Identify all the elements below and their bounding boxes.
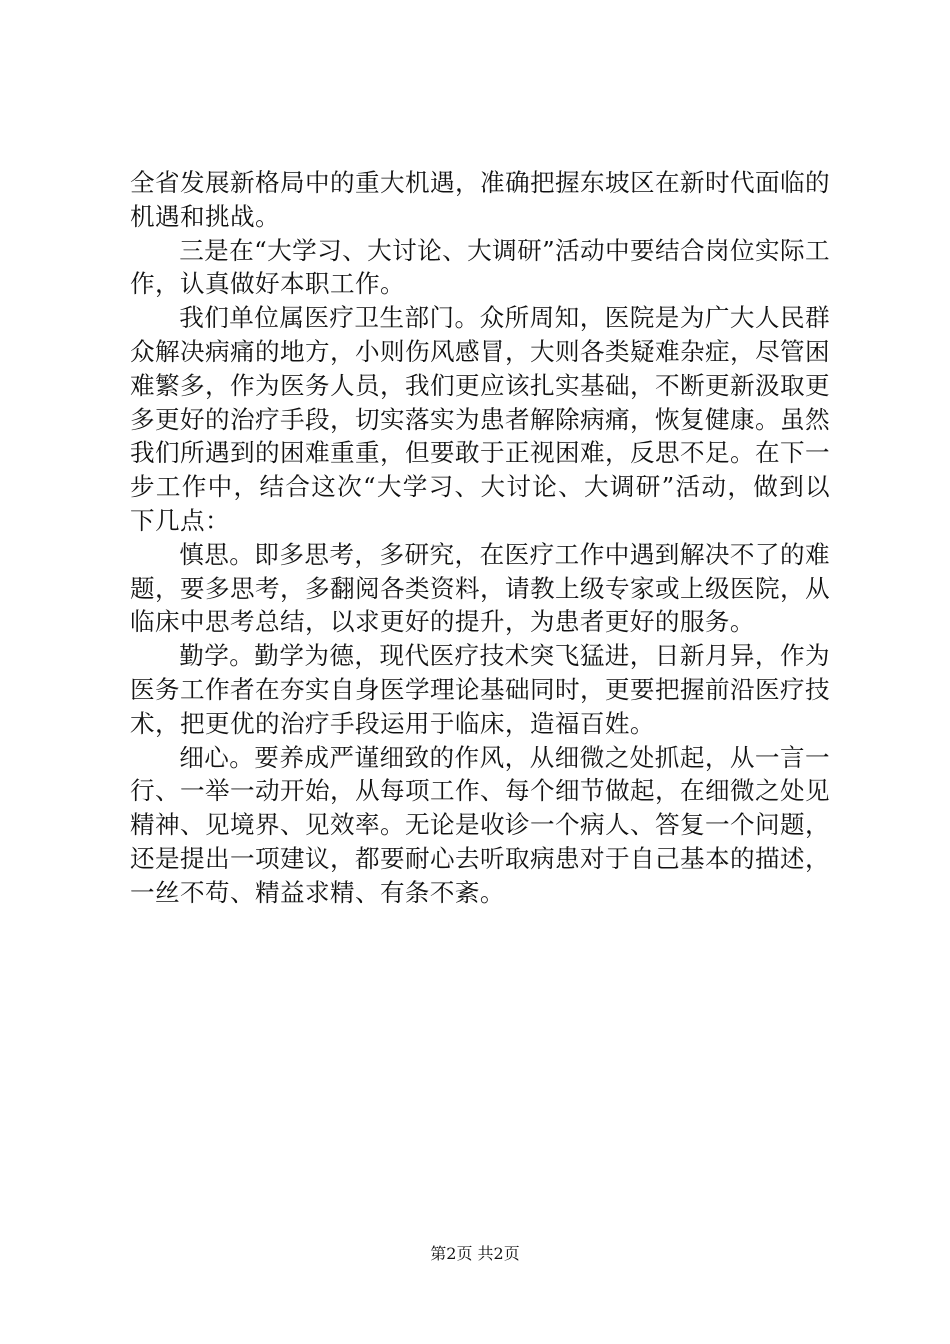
paragraph-attentiveness: 细心。要养成严谨细致的作风，从细微之处抓起，从一言一行、一举一动开始，从每项工作、每个细节做起，在细微之处见精神、见境界、见效率。无论是收诊一个病人、答复一个问题，还是提出一项建议，都要耐心去听取病患对于自己基本的描述，一丝不苟、精益求精、有条不紊。 [130, 742, 830, 907]
paragraph-continuation: 全省发展新格局中的重大机遇，准确把握东坡区在新时代面临的机遇和挑战。 [130, 168, 830, 231]
paragraph-diligent-study: 勤学。勤学为德，现代医疗技术突飞猛进，日新月异，作为医务工作者在夯实自身医学理论基础同时，更要把握前沿医疗技术，把更优的治疗手段运用于临床，造福百姓。 [130, 641, 830, 738]
paragraph-point-three: 三是在“大学习、大讨论、大调研”活动中要结合岗位实际工作，认真做好本职工作。 [130, 235, 830, 299]
page-number-footer: 第2页 共2页 [430, 1244, 520, 1263]
document-body [130, 166, 830, 910]
paragraph-department: 我们单位属医疗卫生部门。众所周知，医院是为广大人民群众解决病痛的地方，小则伤风感冒，大则各类疑难杂症，尽管困难繁多，作为医务人员，我们更应该扎实基础，不断更新汲取更多更好的治疗手段，切实落实为患者解除病痛，恢复健康。虽然我们所遇到的困难重重，但要敢于正视困难，反思不足。在下一步工作中，结合这次“大学习、大讨论、大调研”活动，做到以下几点： [130, 303, 830, 535]
paragraph-careful-thinking: 慎思。即多思考，多研究，在医疗工作中遇到解决不了的难题，要多思考，多翻阅各类资料，请教上级专家或上级医院，从临床中思考总结，以求更好的提升，为患者更好的服务。 [130, 539, 830, 637]
